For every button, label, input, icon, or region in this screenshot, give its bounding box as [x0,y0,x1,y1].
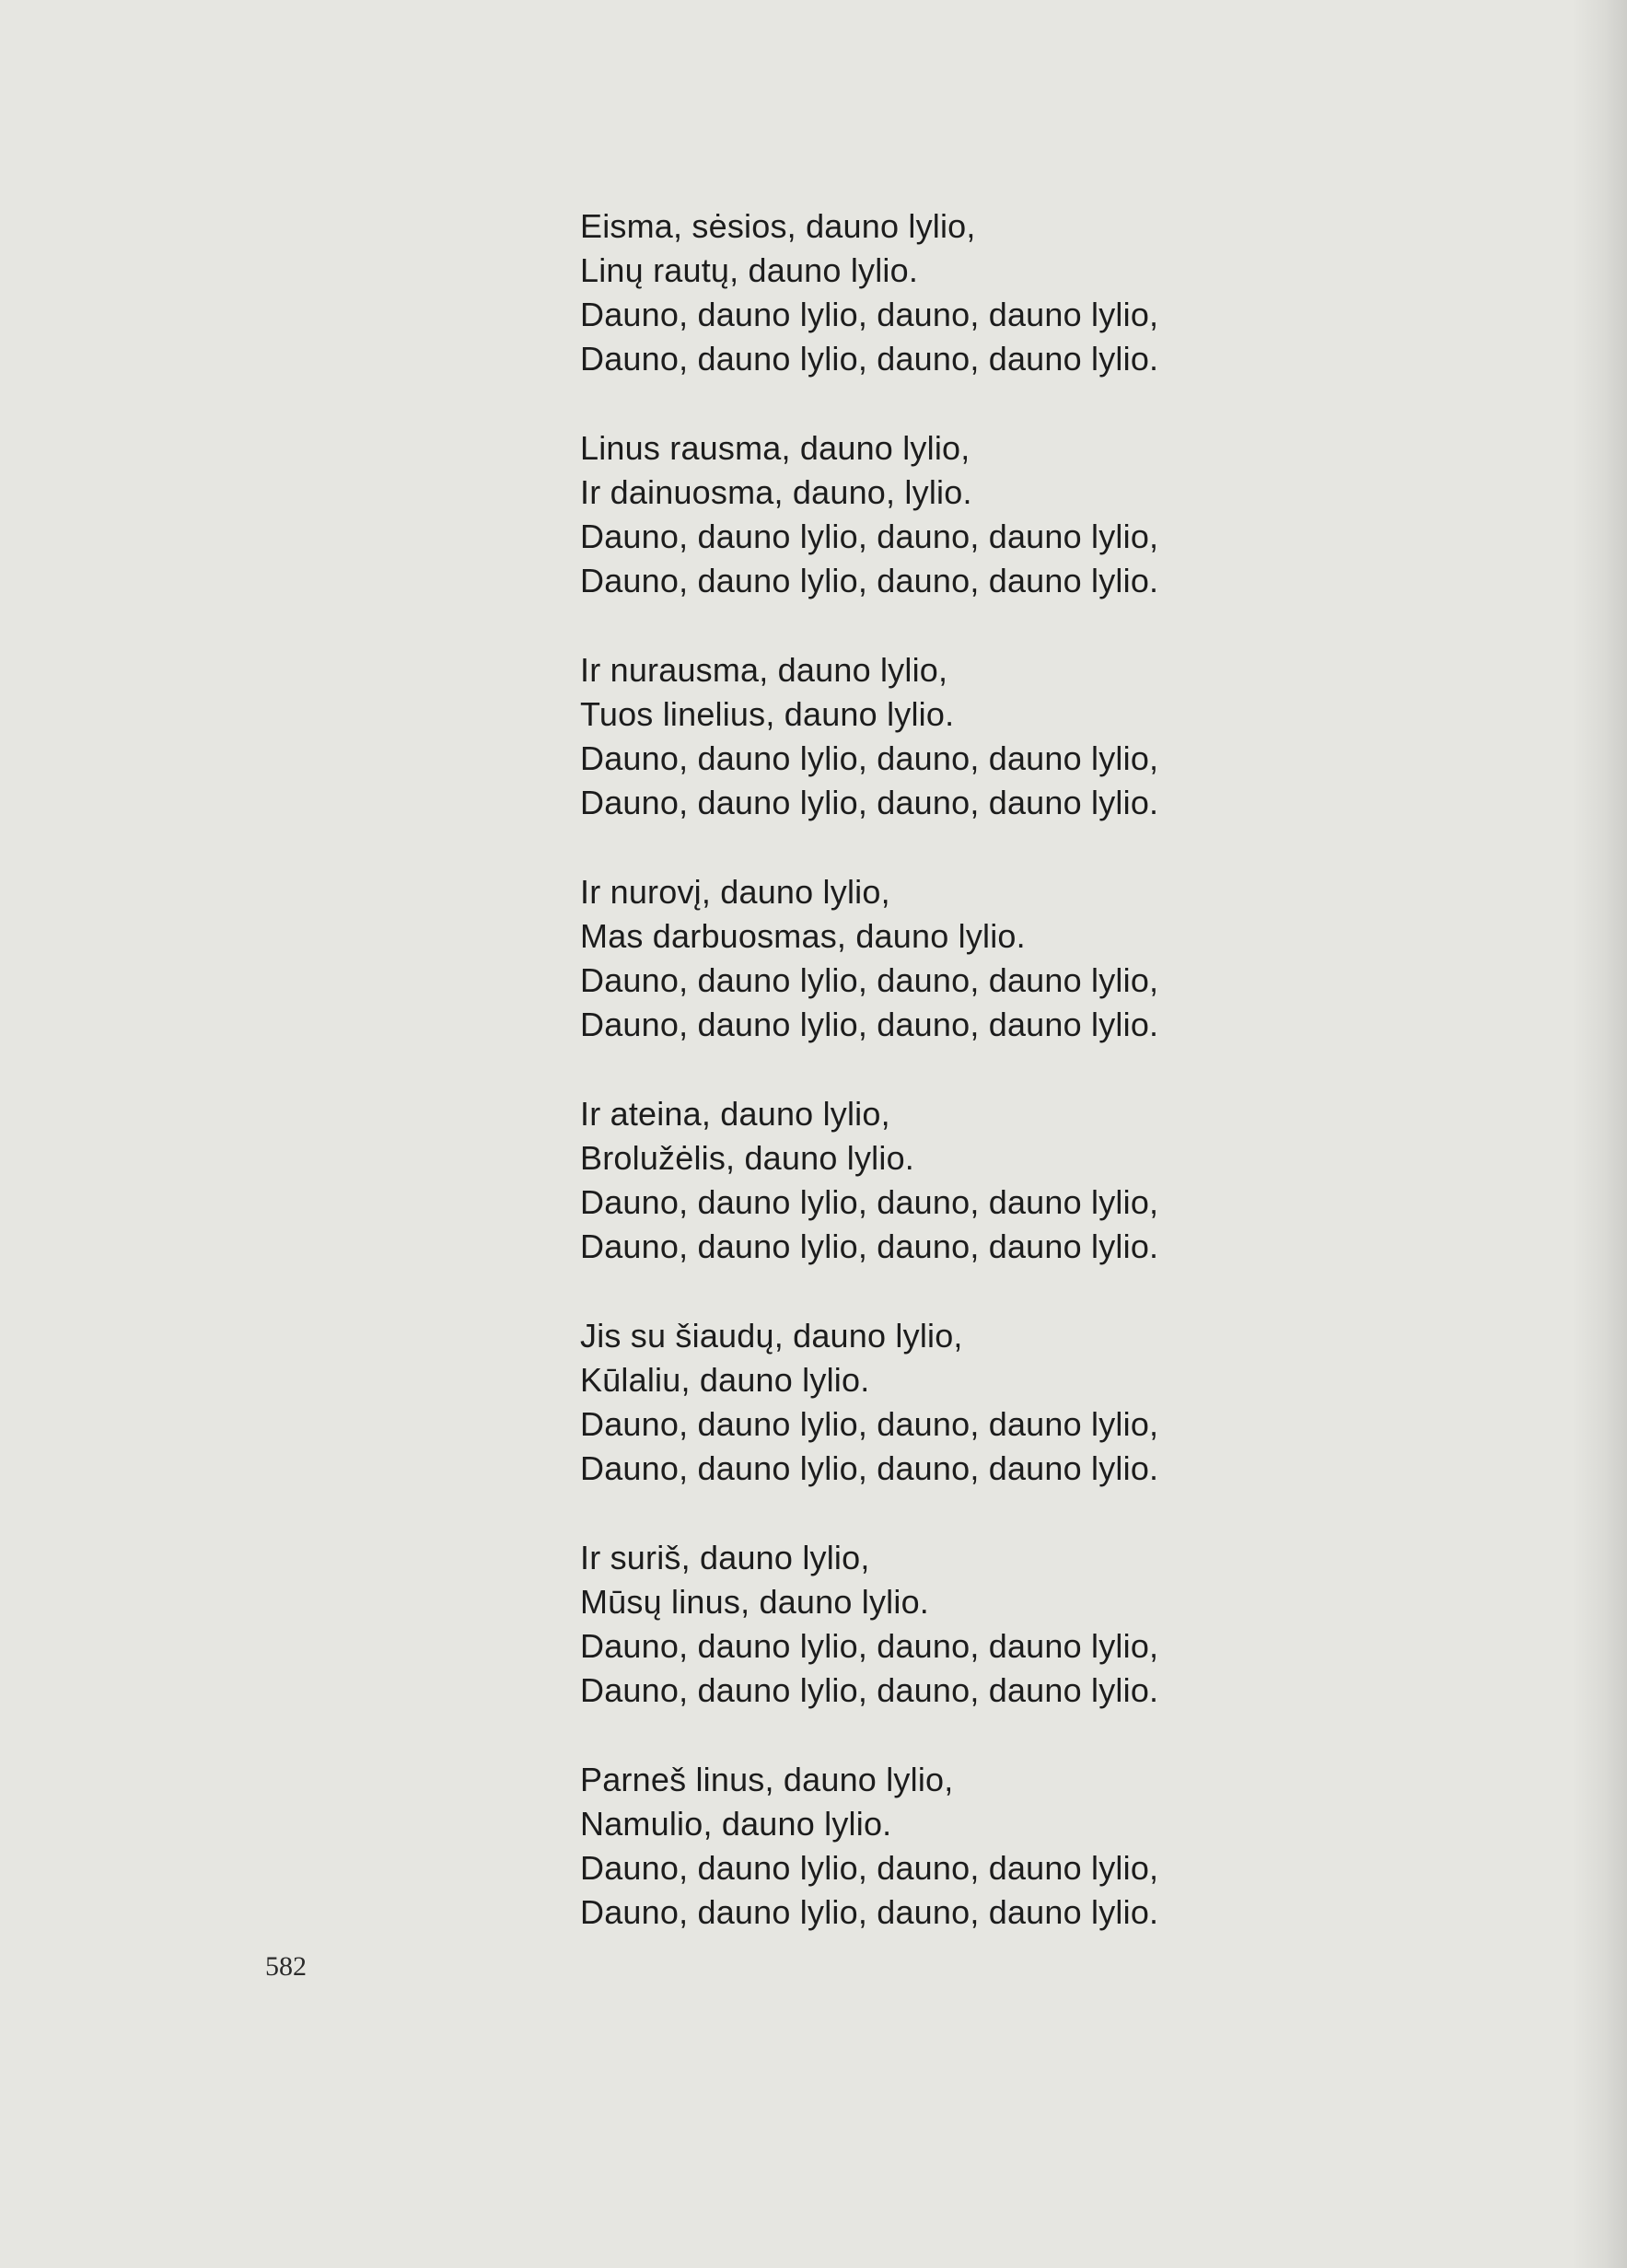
poem-line: Dauno, dauno lylio, dauno, dauno lylio, [580,1405,1159,1443]
poem-line: Brolužėlis, dauno lylio. [580,1139,914,1177]
poem-line: Parneš linus, dauno lylio, [580,1761,954,1798]
poem-line: Dauno, dauno lylio, dauno, dauno lylio. [580,1227,1159,1265]
stanza [580,1314,1317,1491]
stanza [580,1758,1317,1935]
poem-line: Dauno, dauno lylio, dauno, dauno lylio, [580,961,1159,999]
stanza [580,1092,1317,1269]
stanza [580,648,1317,825]
page-number: 582 [265,1951,307,1982]
poem-line: Dauno, dauno lylio, dauno, dauno lylio. [580,1893,1159,1931]
poem-line: Ir dainuosma, dauno, lylio. [580,473,972,511]
poem-line: Dauno, dauno lylio, dauno, dauno lylio, [580,518,1159,555]
poem-line: Linų rautų, dauno lylio. [580,251,919,289]
poem-line: Dauno, dauno lylio, dauno, dauno lylio. [580,1449,1159,1487]
poem-line: Ir nurovį, dauno lylio, [580,873,890,911]
page-edge-shadow [1572,0,1627,2268]
poem-line: Dauno, dauno lylio, dauno, dauno lylio, [580,739,1159,777]
poem-line: Mas darbuosmas, dauno lylio. [580,917,1026,955]
poem-line: Jis su šiaudų, dauno lylio, [580,1317,963,1355]
stanza [580,870,1317,1047]
poem-line: Namulio, dauno lylio. [580,1805,892,1843]
poem-line: Dauno, dauno lylio, dauno, dauno lylio, [580,1183,1159,1221]
poem-line: Dauno, dauno lylio, dauno, dauno lylio, [580,1627,1159,1665]
stanza [580,204,1317,381]
poem-line: Ir nurausma, dauno lylio, [580,651,948,689]
poem-line: Mūsų linus, dauno lylio. [580,1583,930,1621]
poem-line: Dauno, dauno lylio, dauno, dauno lylio. [580,562,1159,599]
stanza [580,1536,1317,1713]
poem-line: Ir ateina, dauno lylio, [580,1095,890,1133]
poem-text [580,204,1317,1980]
poem-line: Kūlaliu, dauno lylio. [580,1361,870,1399]
poem-line: Dauno, dauno lylio, dauno, dauno lylio. [580,784,1159,821]
poem-line: Eisma, sėsios, dauno lylio, [580,207,976,245]
stanza [580,426,1317,603]
poem-line: Dauno, dauno lylio, dauno, dauno lylio. [580,1006,1159,1043]
poem-line: Dauno, dauno lylio, dauno, dauno lylio, [580,1849,1159,1887]
poem-line: Ir suriš, dauno lylio, [580,1539,870,1576]
poem-line: Dauno, dauno lylio, dauno, dauno lylio, [580,296,1159,333]
poem-line: Dauno, dauno lylio, dauno, dauno lylio. [580,340,1159,378]
poem-line: Dauno, dauno lylio, dauno, dauno lylio. [580,1671,1159,1709]
poem-line: Linus rausma, dauno lylio, [580,429,970,467]
poem-line: Tuos linelius, dauno lylio. [580,695,955,733]
